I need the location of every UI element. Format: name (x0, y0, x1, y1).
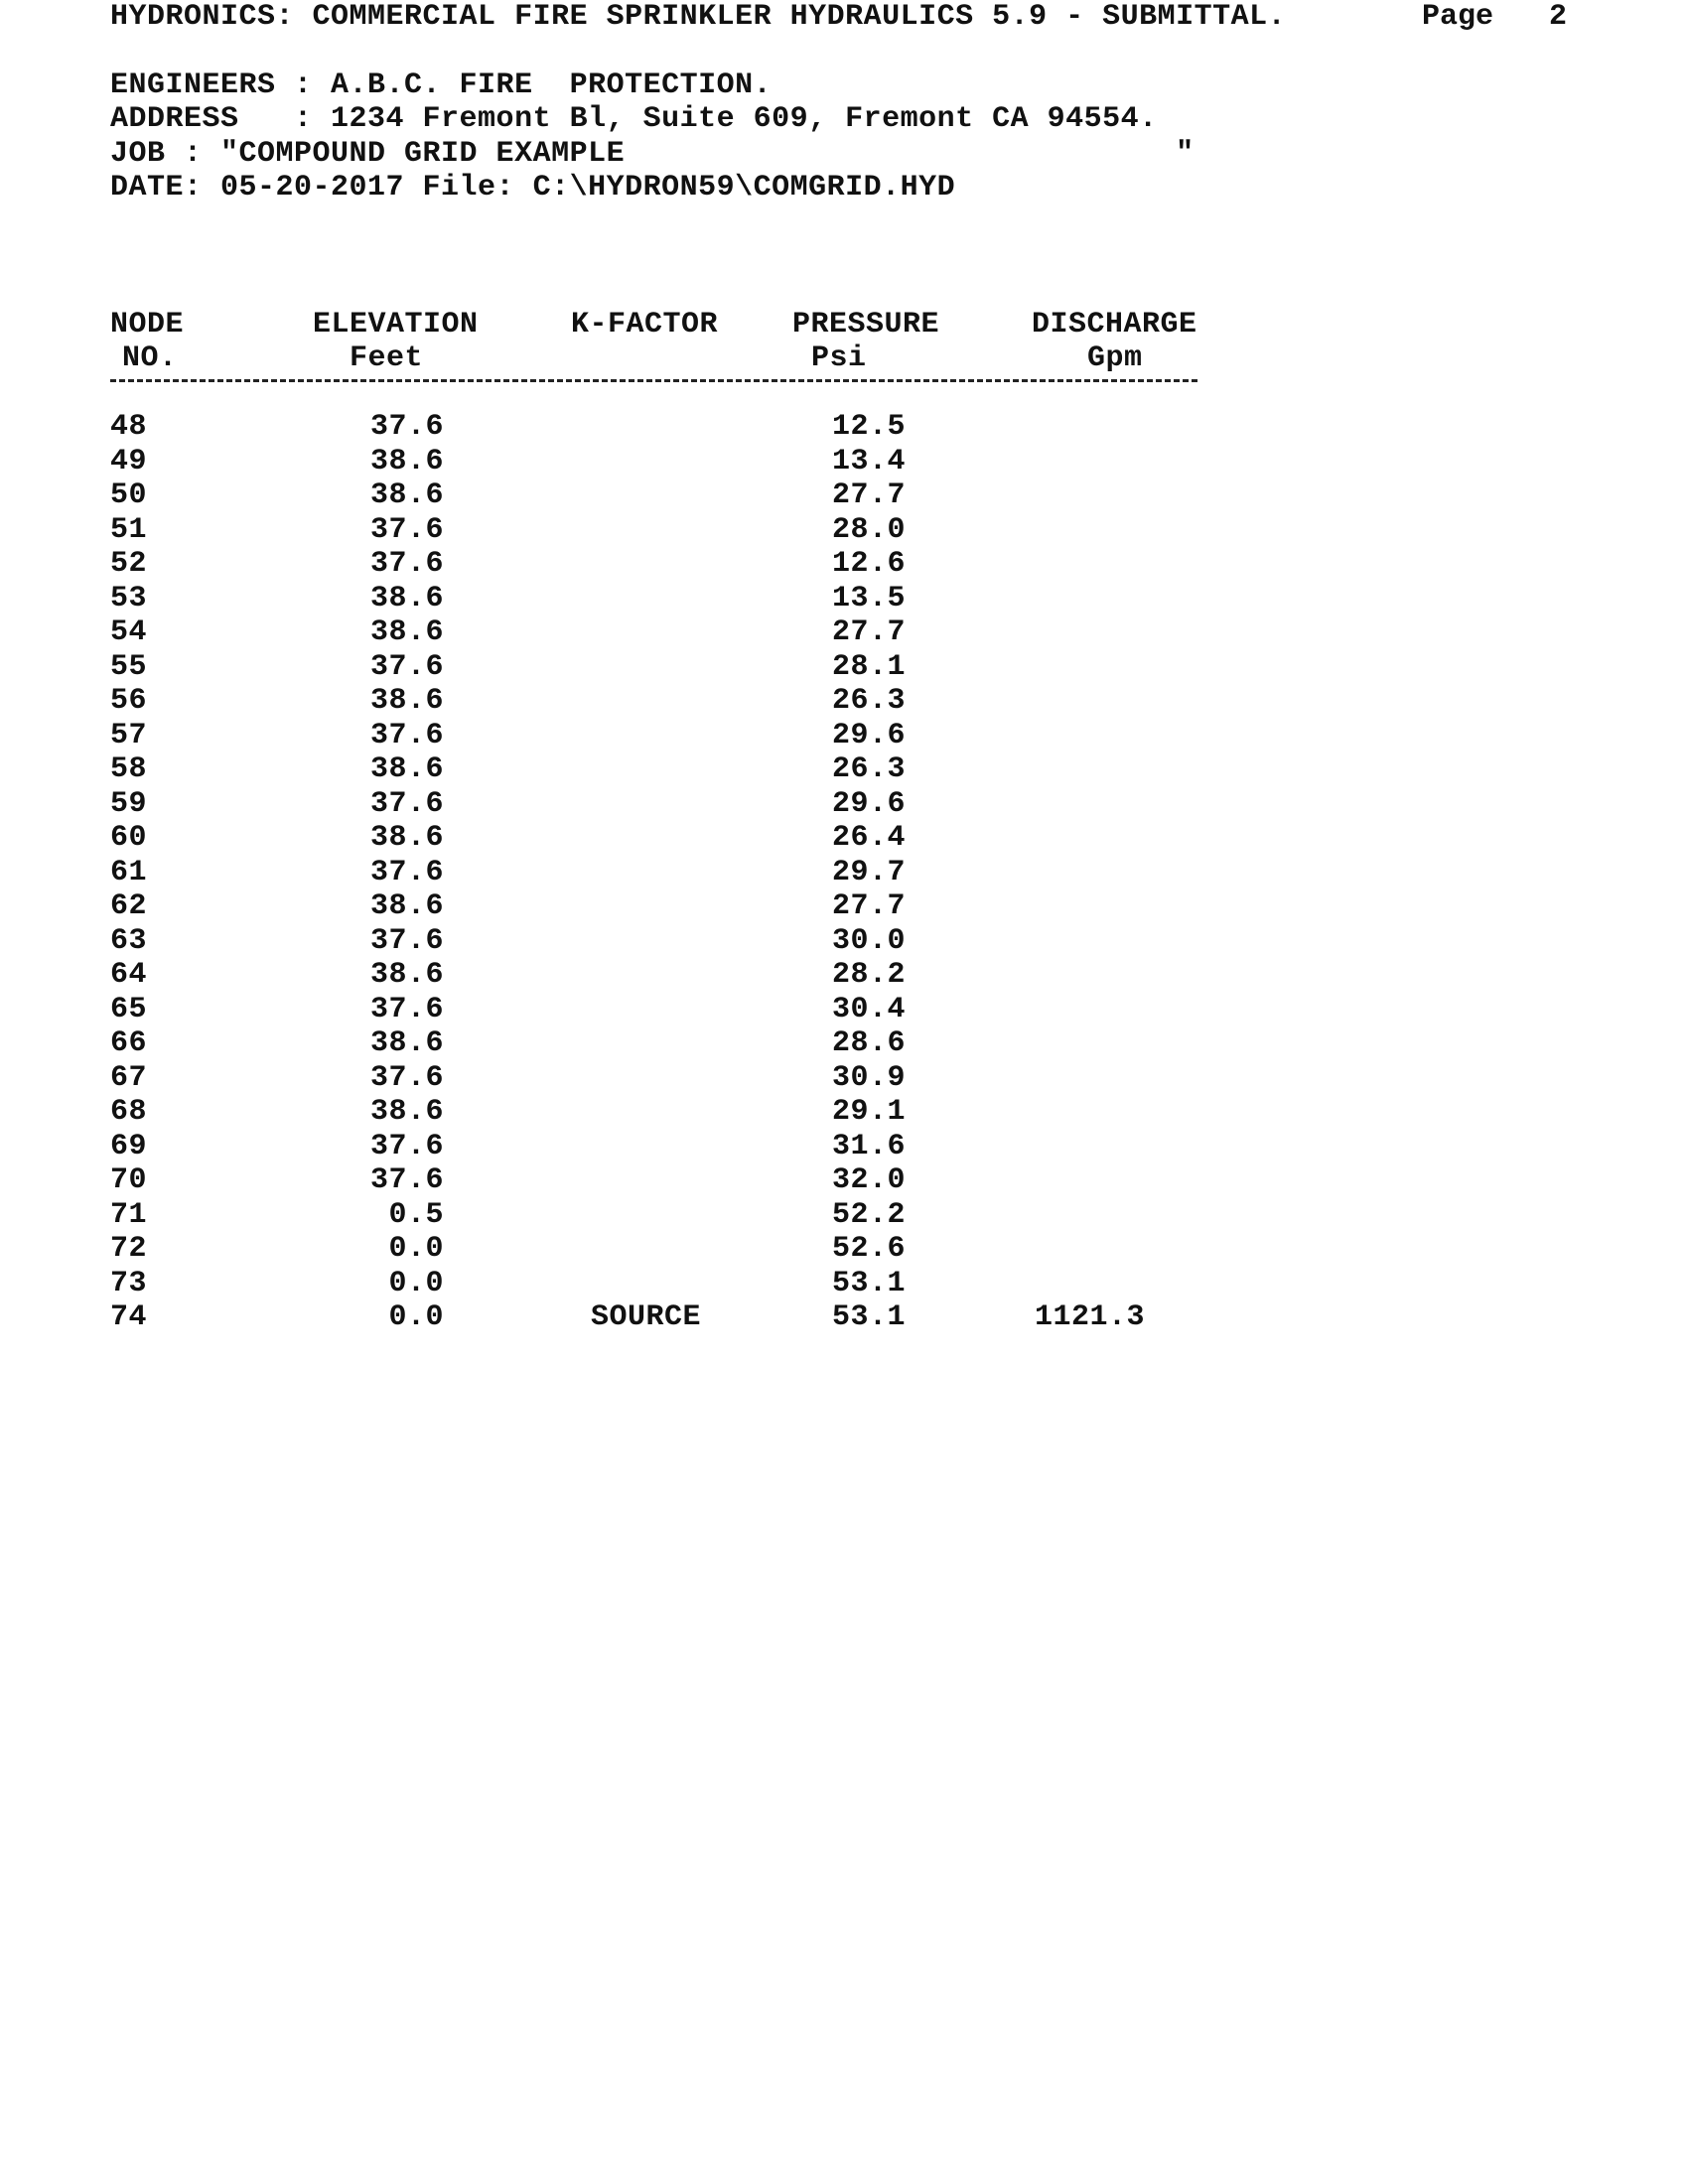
table-row (0, 445, 1688, 479)
col-header-kfactor: K-FACTOR (571, 308, 719, 341)
cell-node: 52 (110, 547, 148, 581)
cell-pressure: 27.7 (831, 478, 906, 512)
cell-elevation: 37.6 (369, 923, 444, 958)
cell-pressure: 29.6 (831, 786, 906, 821)
cell-node: 58 (110, 752, 148, 786)
cell-pressure: 26.4 (831, 821, 906, 855)
cell-pressure: 31.6 (831, 1129, 906, 1163)
cell-elevation: 37.6 (369, 855, 444, 889)
table-row (0, 1198, 1688, 1233)
address-line: ADDRESS : 1234 Fremont Bl, Suite 609, Fremont CA 94554. (110, 102, 1158, 136)
cell-node: 59 (110, 786, 148, 821)
cell-node: 65 (110, 992, 148, 1026)
cell-pressure: 29.1 (831, 1095, 906, 1129)
col-header-pressure-unit: Psi (811, 341, 867, 375)
cell-node: 53 (110, 581, 148, 615)
cell-node: 63 (110, 923, 148, 958)
cell-pressure: 12.5 (831, 410, 906, 444)
cell-node: 49 (110, 444, 148, 478)
header-rule (110, 379, 1197, 382)
cell-elevation: 38.6 (369, 1095, 444, 1129)
cell-node: 68 (110, 1095, 148, 1129)
engineers-line: ENGINEERS : A.B.C. FIRE PROTECTION. (110, 68, 773, 102)
cell-elevation: 37.6 (369, 718, 444, 752)
cell-node: 70 (110, 1163, 148, 1197)
cell-node: 73 (110, 1266, 148, 1300)
date-line: DATE: 05-20-2017 File: C:\HYDRON59\COMGRID.HYD (110, 171, 956, 205)
cell-elevation: 38.6 (369, 1026, 444, 1060)
cell-pressure: 53.1 (831, 1266, 906, 1300)
page-label: Page (1422, 0, 1494, 34)
col-header-discharge-unit: Gpm (1087, 341, 1143, 375)
cell-discharge: 1121.3 (1034, 1300, 1145, 1334)
cell-elevation: 37.6 (369, 786, 444, 821)
cell-node: 50 (110, 478, 148, 512)
table-row (0, 1232, 1688, 1267)
table-row (0, 1300, 1688, 1335)
cell-pressure: 13.5 (831, 581, 906, 615)
table-row (0, 924, 1688, 959)
cell-elevation: 38.6 (369, 478, 444, 512)
job-line: JOB : "COMPOUND GRID EXAMPLE " (110, 137, 1195, 171)
cell-elevation: 38.6 (369, 444, 444, 478)
cell-elevation: 37.6 (369, 1129, 444, 1163)
table-row (0, 547, 1688, 582)
cell-pressure: 32.0 (831, 1163, 906, 1197)
cell-elevation: 37.6 (369, 547, 444, 581)
table-body (0, 410, 1688, 1335)
cell-node: 74 (110, 1300, 148, 1334)
table-row (0, 719, 1688, 753)
col-header-elevation: ELEVATION (313, 308, 479, 341)
cell-pressure: 26.3 (831, 752, 906, 786)
cell-elevation: 37.6 (369, 1060, 444, 1095)
cell-pressure: 30.0 (831, 923, 906, 958)
col-header-discharge: DISCHARGE (1032, 308, 1197, 341)
cell-pressure: 28.1 (831, 649, 906, 684)
cell-elevation: 38.6 (369, 821, 444, 855)
cell-elevation: 38.6 (369, 581, 444, 615)
cell-node: 51 (110, 512, 148, 547)
cell-node: 54 (110, 615, 148, 649)
cell-pressure: 28.0 (831, 512, 906, 547)
table-row (0, 478, 1688, 513)
page-number: 2 (1549, 0, 1568, 34)
cell-elevation: 0.5 (388, 1197, 444, 1232)
cell-node: 62 (110, 889, 148, 923)
table-row (0, 1163, 1688, 1198)
table-row (0, 650, 1688, 685)
cell-node: 72 (110, 1232, 148, 1266)
cell-pressure: 30.9 (831, 1060, 906, 1095)
col-header-node-unit: NO. (122, 341, 178, 375)
cell-node: 60 (110, 821, 148, 855)
cell-node: 57 (110, 718, 148, 752)
cell-elevation: 37.6 (369, 1163, 444, 1197)
cell-pressure: 53.1 (831, 1300, 906, 1334)
cell-pressure: 13.4 (831, 444, 906, 478)
cell-elevation: 0.0 (388, 1232, 444, 1266)
table-row (0, 410, 1688, 445)
cell-pressure: 30.4 (831, 992, 906, 1026)
cell-kfactor: SOURCE (591, 1300, 702, 1334)
cell-elevation: 37.6 (369, 410, 444, 444)
table-row (0, 856, 1688, 890)
cell-pressure: 12.6 (831, 547, 906, 581)
table-row (0, 752, 1688, 787)
table-row (0, 684, 1688, 719)
cell-node: 61 (110, 855, 148, 889)
report-title: HYDRONICS: COMMERCIAL FIRE SPRINKLER HYDRAULICS 5.9 - SUBMITTAL. (110, 0, 1287, 34)
cell-elevation: 38.6 (369, 684, 444, 718)
table-row (0, 1267, 1688, 1301)
cell-node: 67 (110, 1060, 148, 1095)
cell-elevation: 37.6 (369, 992, 444, 1026)
cell-elevation: 38.6 (369, 889, 444, 923)
cell-elevation: 38.6 (369, 752, 444, 786)
cell-pressure: 52.2 (831, 1197, 906, 1232)
cell-node: 48 (110, 410, 148, 444)
table-row (0, 513, 1688, 548)
table-row (0, 958, 1688, 993)
cell-elevation: 38.6 (369, 958, 444, 992)
table-row (0, 787, 1688, 822)
table-row (0, 1026, 1688, 1061)
cell-elevation: 38.6 (369, 615, 444, 649)
cell-elevation: 37.6 (369, 649, 444, 684)
table-row (0, 1095, 1688, 1130)
table-row (0, 821, 1688, 856)
table-row (0, 582, 1688, 616)
cell-pressure: 27.7 (831, 889, 906, 923)
cell-pressure: 28.6 (831, 1026, 906, 1060)
cell-elevation: 0.0 (388, 1300, 444, 1334)
col-header-pressure: PRESSURE (792, 308, 940, 341)
cell-pressure: 29.7 (831, 855, 906, 889)
cell-pressure: 26.3 (831, 684, 906, 718)
table-row (0, 1061, 1688, 1096)
cell-node: 71 (110, 1197, 148, 1232)
cell-pressure: 27.7 (831, 615, 906, 649)
table-row (0, 1130, 1688, 1164)
cell-node: 56 (110, 684, 148, 718)
cell-node: 69 (110, 1129, 148, 1163)
table-row (0, 615, 1688, 650)
cell-pressure: 29.6 (831, 718, 906, 752)
cell-elevation: 37.6 (369, 512, 444, 547)
cell-elevation: 0.0 (388, 1266, 444, 1300)
table-row (0, 889, 1688, 924)
col-header-node: NODE (110, 308, 185, 341)
col-header-elevation-unit: Feet (350, 341, 424, 375)
cell-pressure: 52.6 (831, 1232, 906, 1266)
cell-node: 55 (110, 649, 148, 684)
table-row (0, 993, 1688, 1027)
cell-pressure: 28.2 (831, 958, 906, 992)
cell-node: 66 (110, 1026, 148, 1060)
cell-node: 64 (110, 958, 148, 992)
